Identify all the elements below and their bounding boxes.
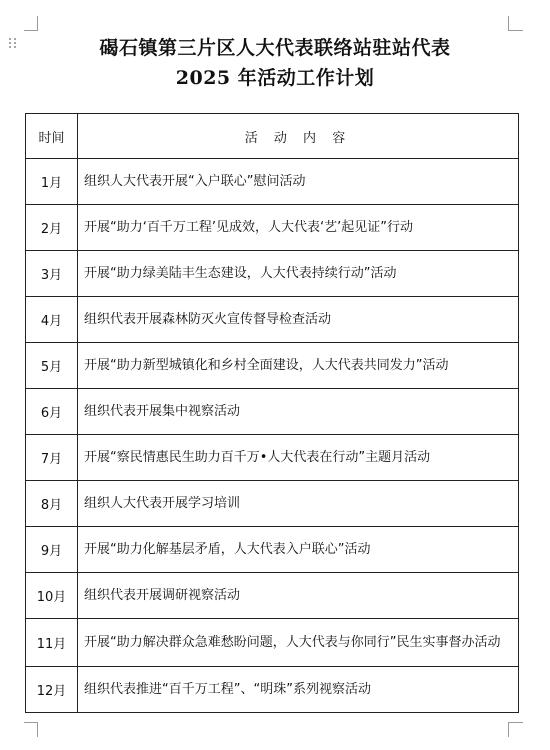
table-row <box>26 389 519 435</box>
activity-cell: 组织代表开展调研视察活动 <box>78 573 519 619</box>
month-cell: 2月 <box>26 205 78 251</box>
table-row <box>26 297 519 343</box>
document-title-line2: 2025 年活动工作计划 <box>175 67 375 89</box>
activity-cell: 开展“助力‘百千万工程’见成效，人大代表‘艺’起见证”行动 <box>78 205 519 251</box>
table-row <box>26 205 519 251</box>
month-cell: 5月 <box>26 343 78 389</box>
activity-cell: 组织代表推进“百千万工程”、“明珠”系列视察活动 <box>78 667 519 713</box>
table-row <box>26 667 519 713</box>
table-row <box>26 159 519 205</box>
month-cell: 1月 <box>26 159 78 205</box>
header-time: 时间 <box>26 114 78 159</box>
activity-cell: 组织人大代表开展学习培训 <box>78 481 519 527</box>
month-cell: 6月 <box>26 389 78 435</box>
table-row <box>26 573 519 619</box>
activity-cell: 开展“助力绿美陆丰生态建设，人大代表持续行动”活动 <box>78 251 519 297</box>
month-cell: 7月 <box>26 435 78 481</box>
table-row <box>26 619 519 667</box>
header-activity: 活 动 内 容 <box>78 114 519 159</box>
month-cell: 10月 <box>26 573 78 619</box>
month-cell: 9月 <box>26 527 78 573</box>
document-title-line1: 碣石镇第三片区人大代表联络站驻站代表 <box>99 37 451 59</box>
activity-cell: 开展“助力化解基层矛盾，人大代表入户联心”活动 <box>78 527 519 573</box>
activity-cell: 组织人大代表开展“入户联心”慰问活动 <box>78 159 519 205</box>
page-corner-mark-top-left <box>24 16 38 31</box>
table-row <box>26 251 519 297</box>
activity-cell: 组织代表开展森林防灭火宣传督导检查活动 <box>78 297 519 343</box>
table-row <box>26 435 519 481</box>
table-header-row <box>26 114 519 159</box>
page-corner-mark-bottom-left <box>24 722 38 737</box>
page-corner-mark-top-right <box>508 16 523 31</box>
activity-cell: 开展“助力新型城镇化和乡村全面建设，人大代表共同发力”活动 <box>78 343 519 389</box>
page-corner-mark-bottom-right <box>508 722 523 737</box>
month-cell: 11月 <box>26 619 78 667</box>
activity-cell: 组织代表开展集中视察活动 <box>78 389 519 435</box>
month-cell: 4月 <box>26 297 78 343</box>
activity-cell: 开展“察民情惠民生助力百千万•人大代表在行动”主题月活动 <box>78 435 519 481</box>
table-row <box>26 343 519 389</box>
month-cell: 3月 <box>26 251 78 297</box>
table-row <box>26 527 519 573</box>
month-cell: 12月 <box>26 667 78 713</box>
activity-cell: 开展“助力解决群众急难愁盼问题，人大代表与你同行”民生实事督办活动 <box>78 619 519 667</box>
activity-plan-table <box>25 113 519 713</box>
month-cell: 8月 <box>26 481 78 527</box>
table-row <box>26 481 519 527</box>
